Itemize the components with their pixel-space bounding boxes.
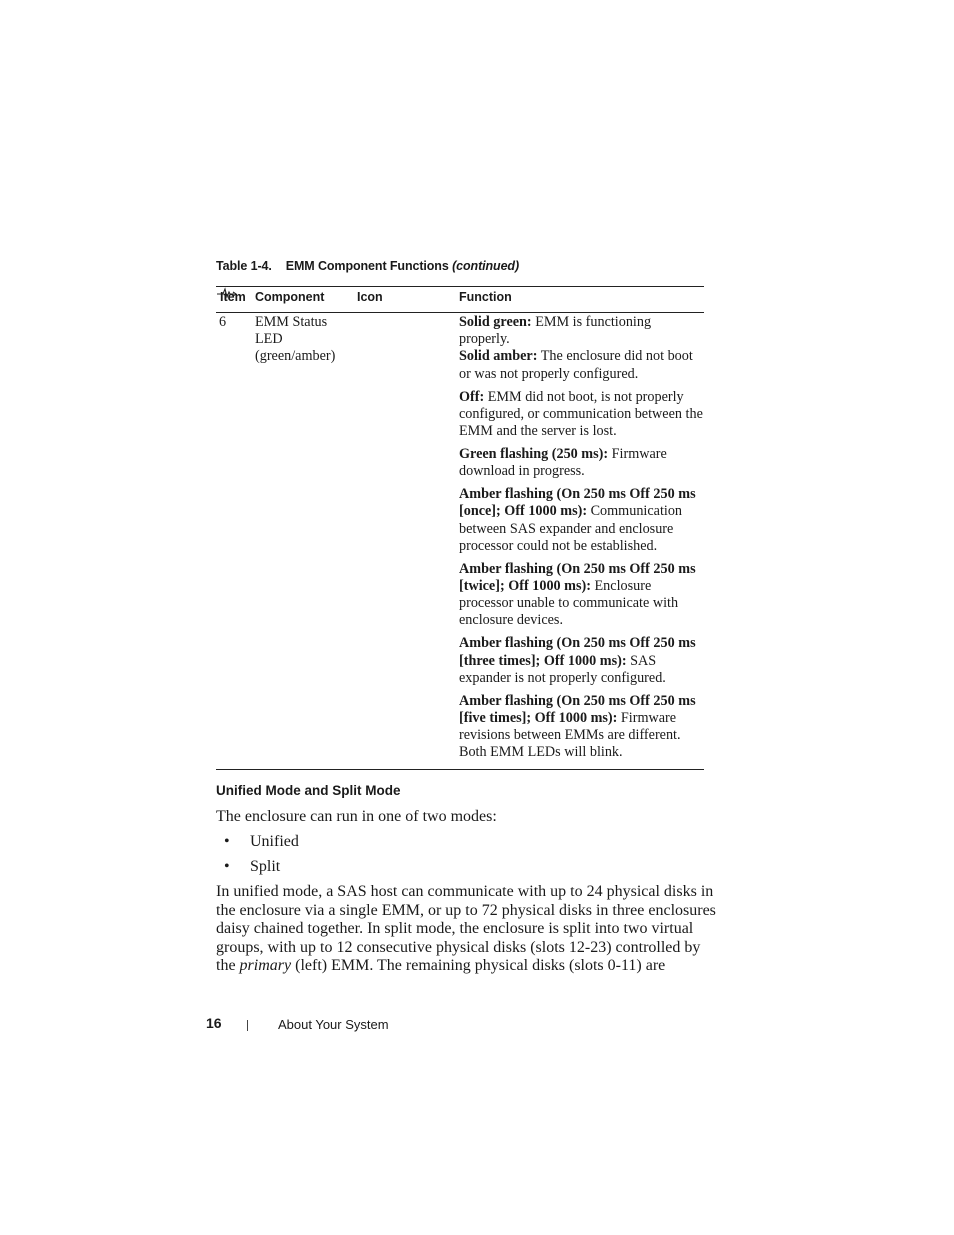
- column-header-component: Component: [255, 290, 325, 304]
- function-text: SAS expander is not properly configured.: [459, 652, 666, 686]
- table-caption-note: (continued): [452, 259, 520, 273]
- function-entry: [459, 389, 704, 441]
- emm-component-table: [216, 286, 704, 761]
- list-item: • Split: [224, 858, 281, 875]
- list-item-text: Split: [250, 858, 281, 875]
- footer-title: About Your System: [278, 1017, 389, 1032]
- function-entry: [459, 635, 704, 687]
- footer-separator: [247, 1020, 248, 1031]
- function-label: Amber flashing (On 250 ms Off 250 ms [once]; Off 1000 ms):: [459, 486, 696, 520]
- function-label: Amber flashing (On 250 ms Off 250 ms [three times]; Off 1000 ms):: [459, 635, 696, 669]
- function-entry: [459, 446, 704, 480]
- paragraph-text: (left) EMM. The remaining physical disks (slots 0-11) are: [291, 957, 666, 975]
- paragraph-text: In unified mode, a SAS host can communicate with up to 24 physical disks in the enclosure via a single EMM, or up to 72 physical disks in three enclosures daisy chained together. In split mode, the enclosure is split into two virtual groups, with up to 12 consecutive physical disks (slots 12-23) controlled by the: [216, 883, 716, 975]
- table-top-rule: [216, 286, 704, 287]
- table-caption-title: EMM Component Functions: [285, 259, 449, 273]
- function-entry: [459, 693, 704, 762]
- function-text: The enclosure did not boot or was not properly configured.: [459, 348, 693, 382]
- table-cell-function: [459, 314, 704, 767]
- page-number: 16: [206, 1015, 222, 1031]
- function-label: Solid amber:: [459, 348, 538, 365]
- function-label: Amber flashing (On 250 ms Off 250 ms [twice]; Off 1000 ms):: [459, 560, 696, 595]
- function-label: Amber flashing (On 250 ms Off 250 ms [five times]; Off 1000 ms):: [459, 692, 696, 727]
- table-header-rule: [216, 312, 704, 313]
- list-item-text: Unified: [250, 833, 299, 850]
- table-cell-item: 6: [219, 314, 227, 330]
- function-entry: [459, 561, 704, 630]
- paragraph-emphasis: primary: [239, 957, 292, 975]
- function-text: EMM is functioning properly.: [459, 314, 652, 348]
- table-cell-component: EMM Status LED (green/amber): [255, 314, 336, 365]
- function-label: Green flashing (250 ms):: [459, 446, 609, 463]
- column-header-function: Function: [459, 290, 512, 304]
- list-item: • Unified: [224, 833, 299, 850]
- function-text: Firmware download in progress.: [459, 446, 667, 480]
- column-header-item: Item: [220, 290, 246, 304]
- function-text: Firmware revisions between EMMs are different. Both EMM LEDs will blink.: [459, 710, 681, 761]
- function-label: Solid green:: [459, 314, 532, 330]
- function-label: Off:: [459, 388, 485, 405]
- table-caption: [216, 259, 519, 273]
- function-text: Communication between SAS expander and enclosure processor could not be established.: [459, 503, 683, 554]
- function-entry: [459, 314, 704, 383]
- table-bottom-rule: [216, 769, 704, 770]
- function-entry: [459, 486, 704, 555]
- function-text: EMM did not boot, is not properly configured, or communication between the EMM and the server is lost.: [459, 388, 703, 440]
- function-text: Enclosure processor unable to communicate with enclosure devices.: [459, 578, 679, 629]
- column-header-icon: Icon: [357, 290, 383, 304]
- intro-paragraph: The enclosure can run in one of two modes:: [216, 808, 497, 825]
- section-heading: Unified Mode and Split Mode: [216, 783, 401, 798]
- table-caption-label: Table 1-4.: [216, 259, 272, 273]
- body-paragraph: [216, 883, 716, 976]
